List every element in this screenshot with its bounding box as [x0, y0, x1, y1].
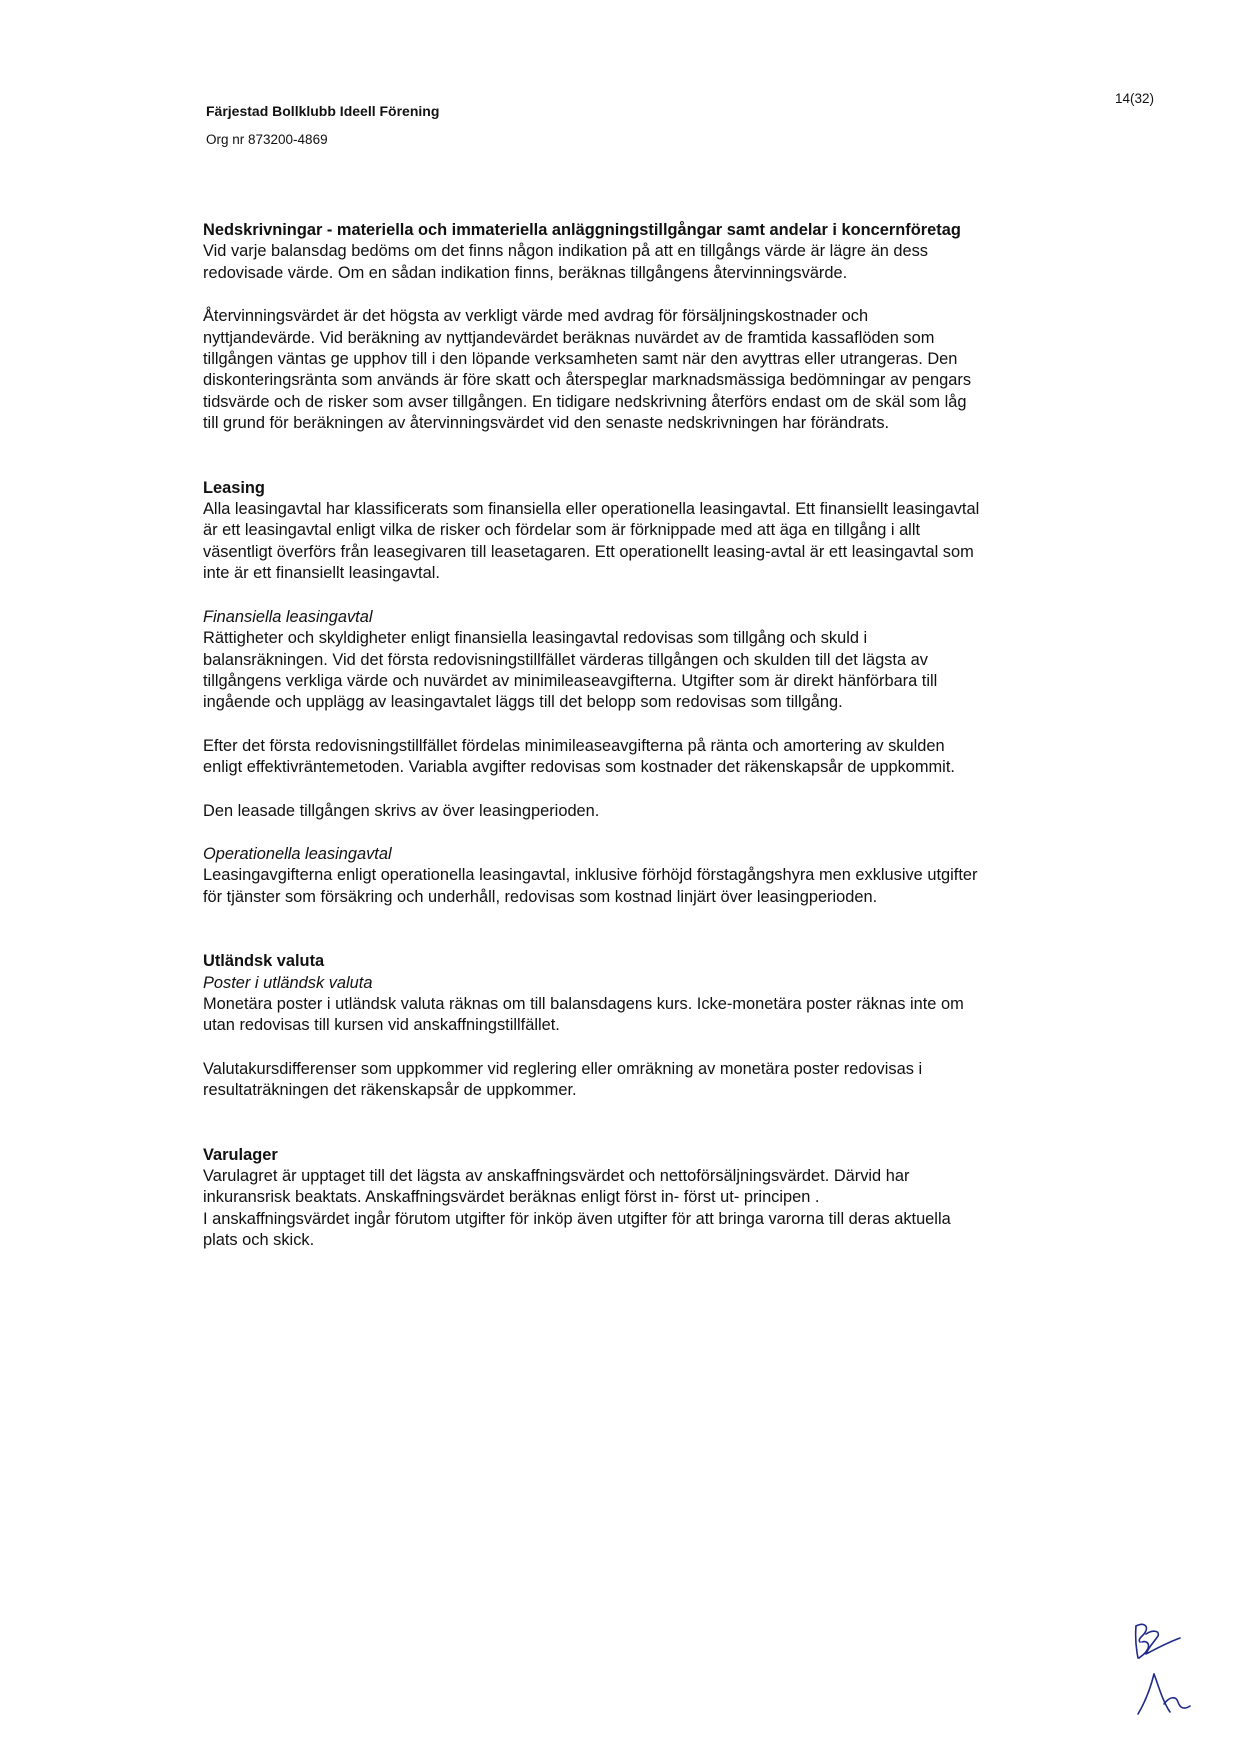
section-currency	[203, 951, 983, 1101]
page-number: 14(32)	[1114, 91, 1154, 106]
page-header	[206, 102, 439, 149]
paragraph-operational-leasing-1: Leasingavgifterna enligt operationella leasingavtal, inklusive förhöjd förstagångshyra men exklusive utgifter för tjänster som försäkring och underhåll, redovisas som kostnad linjärt över leasingperioden.	[203, 866, 978, 906]
handwritten-initials-icon	[1130, 1612, 1210, 1722]
organization-number: Org nr 873200-4869	[206, 132, 328, 147]
paragraph-financial-leasing-3: Den leasade tillgången skrivs av över leasingperioden.	[203, 801, 600, 820]
paragraph-inventory-1: Varulagret är upptaget till det lägsta av anskaffningsvärdet och nettoförsäljningsvärdet. Därvid har inkuransrisk beaktats. Anskaffningsvärdet beräknas enligt först in- först ut- principen .	[203, 1167, 910, 1207]
section-inventory	[203, 1145, 983, 1252]
section-heading-impairment: Nedskrivningar - materiella och immateriella anläggningstillgångar samt andelar i koncernföretag	[203, 221, 961, 239]
section-heading-currency: Utländsk valuta	[203, 952, 325, 971]
paragraph-currency-2: Valutakursdifferenser som uppkommer vid reglering eller omräkning av monetära poster redovisas i resultaträkningen det räkenskapsår de uppkommer.	[203, 1059, 923, 1100]
subheading-financial-leasing: Finansiella leasingavtal	[203, 607, 373, 626]
paragraph-inventory-2: I anskaffningsvärdet ingår förutom utgifter för inköp även utgifter för att bringa varorna till deras aktuella plats och skick.	[203, 1209, 951, 1250]
section-heading-inventory: Varulager	[203, 1145, 278, 1164]
paragraph-impairment-2: Återvinningsvärdet är det högsta av verkligt värde med avdrag för försäljningskostnader och nyttjandevärde. Vid beräkning av nyttjandevärdet beräknas nuvärdet av de framtida kassaflöden som tillgången väntas ge upphov till i den löpande verksamheten samt när den avyttras eller utrangeras. Den diskonteringsränta som används är före skatt och återspeglar marknadsmässiga bedömningar av pengars tidsvärde och de risker som avser tillgången. En tidigare nedskrivning återförs endast om de skäl som låg till grund för beräkningen av återvinningsvärdet vid den senaste nedskrivningen har förändrats.	[203, 307, 972, 433]
document-body	[203, 220, 983, 1252]
initials-signatures	[1130, 1612, 1210, 1722]
section-heading-leasing: Leasing	[203, 478, 265, 497]
paragraph-currency-1: Monetära poster i utländsk valuta räknas om till balansdagens kurs. Icke-monetära poster räknas inte om utan redovisas till kursen vid anskaffningstillfället.	[203, 994, 964, 1035]
paragraph-leasing-1: Alla leasingavtal har klassificerats som finansiella eller operationella leasingavtal. Ett finansiellt leasingavtal är ett leasingavtal enligt vilka de risker och fördelar som är förknippade med att äga en tillgång i allt väsentligt överförs från leasegivaren till leasetagaren. Ett operationellt leasing-avtal är ett leasingavtal som inte är ett finansiellt leasingavtal.	[203, 500, 980, 583]
section-leasing	[203, 478, 983, 909]
subheading-operational-leasing: Operationella leasingavtal	[203, 844, 392, 863]
paragraph-financial-leasing-2: Efter det första redovisningstillfället fördelas minimileaseavgifterna på ränta och amortering av skulden enligt effektivräntemetoden. Variabla avgifter redovisas som kostnader det räkenskapsår de uppkommit.	[203, 736, 955, 777]
paragraph-financial-leasing-1: Rättigheter och skyldigheter enligt finansiella leasingavtal redovisas som tillgång och skuld i balansräkningen. Vid det första redovisningstillfället värderas tillgången och skulden till det lägsta av tillgångens verkliga värde och nuvärdet av minimileaseavgifterna. Utgifter som är direkt hänförbara till ingående och upplägg av leasingavtalet läggs till det belopp som redovisas som tillgång.	[203, 629, 938, 712]
organization-name: Färjestad Bollklubb Ideell Förening	[206, 103, 440, 119]
subheading-foreign-currency-items: Poster i utländsk valuta	[203, 973, 373, 992]
paragraph-impairment-1: Vid varje balansdag bedöms om det finns någon indikation på att en tillgångs värde är lägre än dess redovisade värde. Om en sådan indikation finns, beräknas tillgångens återvinningsvärde.	[203, 242, 928, 282]
section-impairment	[203, 220, 983, 435]
